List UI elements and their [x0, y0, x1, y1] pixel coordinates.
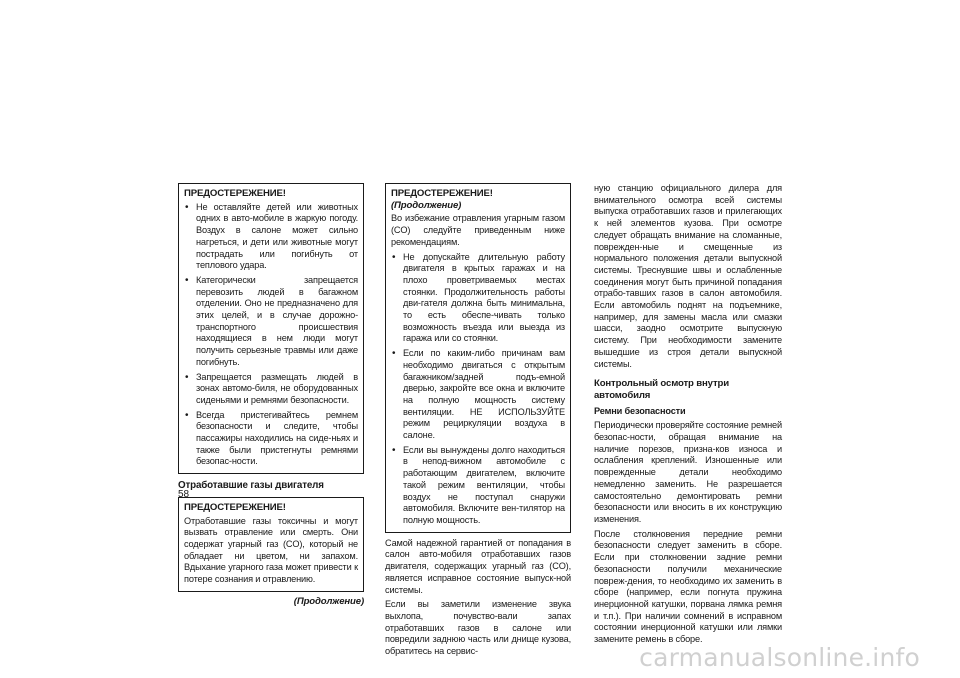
column-2: [385, 183, 571, 661]
list-item: • Всегда пристегивайтесь ремнем безопасности и следите, чтобы пассажиры находились на сиде-ньях и также были пристегнуты ремнями безопас-ности.: [184, 410, 358, 469]
warning-list: [391, 252, 565, 527]
warning-box-exhaust: [178, 497, 364, 592]
subheading-seatbelts: Ремни безопасности: [594, 405, 686, 416]
watermark: carmanualsonline.info: [639, 643, 920, 672]
section-heading-exhaust: Отработавшие газы двигателя: [178, 480, 324, 492]
warning-title: ПРЕДОСТЕРЕЖЕНИЕ!: [184, 188, 286, 199]
list-item: • Если по каким-либо причинам вам необходимо двигаться с открытым багажником/задней подъ-емной дверью, закройте все окна и включите на полную мощность систему вентиляции. НЕ ИСПОЛЬЗУЙТЕ режим рециркуляции воздуха в салоне.: [391, 348, 565, 442]
list-item: • Запрещается размещать людей в зонах автомо-биля, не оборудованных сиденьями и ремнями безопасности.: [184, 372, 358, 407]
list-item: • Не допускайте длительную работу двигателя в крытых гаражах и на плохо проветриваемых местах стоянки. Продолжительность работы дви-гателя должна быть минимальна, то есть обеспе-чивать только возможность въезда или выезда из гаража или со стоянки.: [391, 252, 565, 346]
list-item: • Не оставляйте детей или животных одних в авто-мобиле в жаркую погоду. Воздух в салоне может сильно нагреться, и дети или животные могут пострадать или погибнуть от теплового удара.: [184, 202, 358, 272]
list-item: • Если вы вынуждены долго находиться в непод-вижном автомобиле с работающим двигателем, включите такой режим вентиляции, чтобы воздух не поступал снаружи автомобиля. Включите вен-тилятор на полную мощность.: [391, 445, 565, 527]
warning-box-children: [178, 183, 364, 474]
warning-title-text: ПРЕДОСТЕРЕЖЕНИЕ!: [391, 188, 493, 199]
paragraph: ную станцию официального дилера для внимательного осмотра всей системы выпуска отработавших газов и прилегающих к ней элементов кузова. При осмотре следует обращать внимание на сломанные, поврежден-ные и смещенные из нормального положения детали выпускной системы. Треснувшие швы и ослабленные соединения могут быть причиной попадания отрабо-тавших газов в салон автомобиля. Если автомобиль поднят на подъемнике, например, для замены масла или смазки шасси, заодно осмотрите выпускную систему. При необходимости замените вышедшие из строя детали выпускной системы.: [594, 183, 782, 369]
column-3: [594, 183, 782, 649]
paragraph: После столкновения передние ремни безопасности следует заменить в сборе. Если при столкновении задние ремни безопасности получили механические повреж-дения, то необходимо их заменить в сборе (например, если погнута пружина инерционной катушки, порвана лямка ремня и т.п.). При наличии сомнений в исправном состоянии инерционной катушки или лямки замените ремень в сборе.: [594, 528, 782, 645]
paragraph: Если вы заметили изменение звука выхлопа, почувство-вали запах отработавших газов в салоне или повредили заднюю часть или днище кузова, обратитесь на сервис-: [385, 599, 571, 657]
warning-title: ПРЕДОСТЕРЕЖЕНИЕ!: [184, 501, 286, 513]
list-item: • Категорически запрещается перевозить людей в багажном отделении. Оно не предназначено для этих целей, и в случае дорожно-транспортного происшествия находящиеся в нем люди могут получить серьезные травмы или даже погибнуть.: [184, 275, 358, 369]
warning-title: [391, 188, 565, 211]
warning-box-continued: [385, 183, 571, 533]
column-1: [178, 183, 364, 608]
continued-label: (Продолжение): [293, 595, 364, 607]
paragraph: Самой надежной гарантией от попадания в салон авто-мобиля отработавших газов двигателя, содержащих угарный газ (CO), является исправное состояние выпуск-ной системы.: [385, 537, 571, 595]
warning-text: Отработавшие газы токсичны и могут вызвать отравление или смерть. Они содержат угарный газ (CO), который не обладает ни цветом, ни запахом. Вдыхание угарного газа может привести к потере сознания и отравлению.: [184, 515, 358, 585]
page-number: 58: [178, 489, 190, 500]
warning-intro: Во избежание отравления угарным газом (CO) следуйте приведенным ниже рекомендациям.: [391, 213, 565, 247]
paragraph: Периодически проверяйте состояние ремней безопас-ности, обращая внимание на наличие порезов, признa-ков износа и ослабления креплений. Изношенные или поврежденные детали необходимо немедленно заменить. Не разрешается самостоятельно демонтировать ремни безопасности или вносить в их конструкцию изменения.: [594, 420, 782, 524]
section-heading-inspection: Контрольный осмотр внутри автомобиля: [594, 378, 729, 401]
warning-title-continued: (Продолжение): [391, 199, 462, 211]
warning-list: [184, 202, 358, 468]
